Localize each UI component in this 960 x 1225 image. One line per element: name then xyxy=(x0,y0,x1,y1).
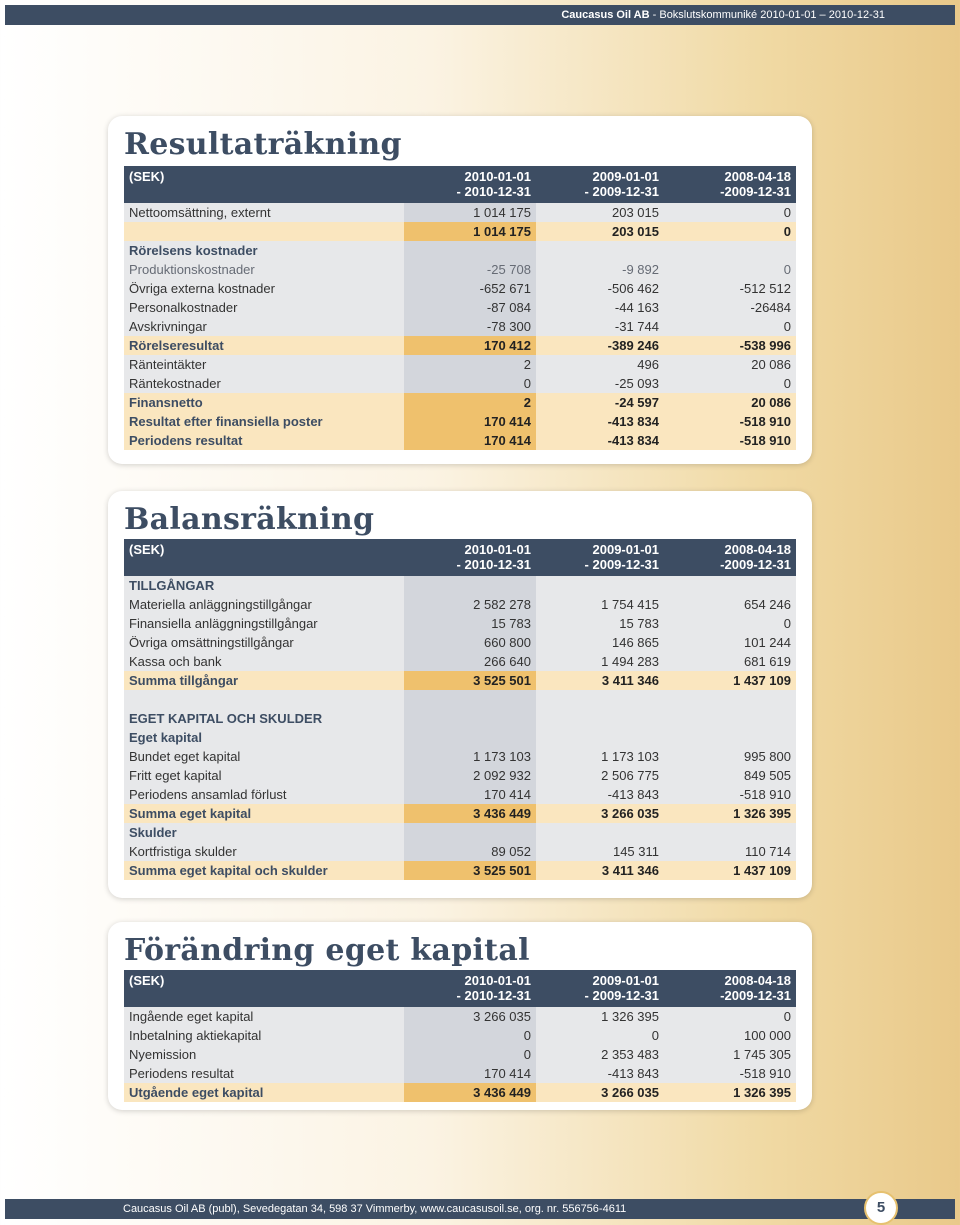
row-label: Kassa och bank xyxy=(124,652,404,671)
table-row xyxy=(124,203,796,222)
table-row-subtotal xyxy=(124,393,796,412)
row-label: Avskrivningar xyxy=(124,317,404,336)
period-header-2009: 2009-01-01 - 2009-12-31 xyxy=(536,539,664,576)
value-2010: 0 xyxy=(404,1045,536,1064)
value-2009: -413 834 xyxy=(536,412,664,431)
value-2009: 15 783 xyxy=(536,614,664,633)
table-row-section xyxy=(124,709,796,728)
value-2009: 3 411 346 xyxy=(536,861,664,880)
row-label: Utgående eget kapital xyxy=(124,1083,404,1102)
table-row xyxy=(124,355,796,374)
value-2009: 496 xyxy=(536,355,664,374)
row-label: Övriga omsättningstillgångar xyxy=(124,633,404,652)
value-2009: 1 754 415 xyxy=(536,595,664,614)
table-row xyxy=(124,595,796,614)
value-2009: -9 892 xyxy=(536,260,664,279)
value-2009: -25 093 xyxy=(536,374,664,393)
table-row xyxy=(124,633,796,652)
row-label: Produktionskostnader xyxy=(124,260,404,279)
value-2010: 0 xyxy=(404,1026,536,1045)
value-2008: 0 xyxy=(664,317,796,336)
balance-sheet-title: Balansräkning xyxy=(124,502,375,537)
value-2009: 1 173 103 xyxy=(536,747,664,766)
table-row xyxy=(124,842,796,861)
equity-changes-title: Förändring eget kapital xyxy=(124,933,530,968)
value-2009: 146 865 xyxy=(536,633,664,652)
table-row xyxy=(124,260,796,279)
footer-text: Caucasus Oil AB (publ), Sevedegatan 34, 598 37 Vimmerby, www.caucasusoil.se, org. nr. 556756-4611 xyxy=(123,1203,627,1215)
value-2010: -87 084 xyxy=(404,298,536,317)
value-2009: 1 326 395 xyxy=(536,1007,664,1026)
value-2008: 20 086 xyxy=(664,355,796,374)
value-2010: 3 525 501 xyxy=(404,671,536,690)
value-2008: -518 910 xyxy=(664,412,796,431)
table-row-section xyxy=(124,241,796,260)
value-2010: 170 414 xyxy=(404,785,536,804)
value-2009: 3 266 035 xyxy=(536,804,664,823)
row-label: Personalkostnader xyxy=(124,298,404,317)
value-2010: 2 092 932 xyxy=(404,766,536,785)
value-2008: 1 437 109 xyxy=(664,671,796,690)
value-2009: 145 311 xyxy=(536,842,664,861)
value-2008: 995 800 xyxy=(664,747,796,766)
table-row-total xyxy=(124,431,796,450)
table-row xyxy=(124,298,796,317)
value-2008: -512 512 xyxy=(664,279,796,298)
value-2008: 0 xyxy=(664,374,796,393)
table-header-row xyxy=(124,166,796,203)
row-label: Resultat efter finansiella poster xyxy=(124,412,404,431)
row-label: Rörelseresultat xyxy=(124,336,404,355)
period-header-2010: 2010-01-01 - 2010-12-31 xyxy=(404,539,536,576)
value-2008: 0 xyxy=(664,1007,796,1026)
value-2008: 100 000 xyxy=(664,1026,796,1045)
row-label: Räntekostnader xyxy=(124,374,404,393)
value-2008: 0 xyxy=(664,614,796,633)
value-2009: -44 163 xyxy=(536,298,664,317)
value-2008: 0 xyxy=(664,203,796,222)
income-statement-title: Resultaträkning xyxy=(124,127,402,162)
income-statement-card xyxy=(108,116,812,464)
row-label: TILLGÅNGAR xyxy=(124,576,404,595)
value-2010: -78 300 xyxy=(404,317,536,336)
table-row xyxy=(124,614,796,633)
period-header-2008: 2008-04-18 -2009-12-31 xyxy=(664,166,796,203)
value-2010: 3 436 449 xyxy=(404,804,536,823)
equity-changes-table xyxy=(124,970,796,1102)
header-subtitle: - Bokslutskommuniké 2010-01-01 – 2010-12-31 xyxy=(649,9,885,21)
row-label: Nyemission xyxy=(124,1045,404,1064)
value-2008: 110 714 xyxy=(664,842,796,861)
row-label: Nettoomsättning, externt xyxy=(124,203,404,222)
table-row-total xyxy=(124,1083,796,1102)
row-label: Periodens ansamlad förlust xyxy=(124,785,404,804)
period-header-2009: 2009-01-01 - 2009-12-31 xyxy=(536,970,664,1007)
table-row xyxy=(124,317,796,336)
value-2008: 20 086 xyxy=(664,393,796,412)
table-row xyxy=(124,766,796,785)
value-2009: 203 015 xyxy=(536,203,664,222)
currency-label: (SEK) xyxy=(124,539,404,576)
table-row xyxy=(124,1007,796,1026)
table-row-spacer xyxy=(124,690,796,709)
table-row-subtotal xyxy=(124,412,796,431)
value-2008: 681 619 xyxy=(664,652,796,671)
value-2008: 101 244 xyxy=(664,633,796,652)
table-row-total xyxy=(124,671,796,690)
equity-changes-card xyxy=(108,922,812,1110)
row-label: Övriga externa kostnader xyxy=(124,279,404,298)
table-row-subtotal xyxy=(124,804,796,823)
balance-sheet-table xyxy=(124,539,796,880)
table-row-section xyxy=(124,823,796,842)
period-header-2010: 2010-01-01 - 2010-12-31 xyxy=(404,970,536,1007)
balance-sheet-card xyxy=(108,491,812,898)
value-2010: 3 525 501 xyxy=(404,861,536,880)
row-label: Ränteintäkter xyxy=(124,355,404,374)
value-2010: 89 052 xyxy=(404,842,536,861)
period-header-2009: 2009-01-01 - 2009-12-31 xyxy=(536,166,664,203)
value-2010: 2 xyxy=(404,355,536,374)
value-2009: -413 843 xyxy=(536,785,664,804)
period-header-2008: 2008-04-18 -2009-12-31 xyxy=(664,539,796,576)
row-label: Kortfristiga skulder xyxy=(124,842,404,861)
row-label: Finansnetto xyxy=(124,393,404,412)
table-row xyxy=(124,652,796,671)
income-statement-table xyxy=(124,166,796,450)
row-label: Periodens resultat xyxy=(124,1064,404,1083)
value-2009: 3 411 346 xyxy=(536,671,664,690)
value-2008: -26484 xyxy=(664,298,796,317)
value-2010: -652 671 xyxy=(404,279,536,298)
value-2010: 170 412 xyxy=(404,336,536,355)
period-header-2008: 2008-04-18 -2009-12-31 xyxy=(664,970,796,1007)
value-2010: 3 436 449 xyxy=(404,1083,536,1102)
value-2010: 170 414 xyxy=(404,1064,536,1083)
table-row-total xyxy=(124,861,796,880)
row-label: EGET KAPITAL OCH SKULDER xyxy=(124,709,404,728)
value-2009: 2 506 775 xyxy=(536,766,664,785)
row-label: Summa eget kapital xyxy=(124,804,404,823)
value-2008: 0 xyxy=(664,260,796,279)
table-row xyxy=(124,1045,796,1064)
row-label: Fritt eget kapital xyxy=(124,766,404,785)
row-label: Periodens resultat xyxy=(124,431,404,450)
value-2008: 1 326 395 xyxy=(664,804,796,823)
table-row xyxy=(124,1064,796,1083)
value-2010: 1 014 175 xyxy=(404,203,536,222)
value-2010: 170 414 xyxy=(404,431,536,450)
table-header-row xyxy=(124,970,796,1007)
currency-label: (SEK) xyxy=(124,166,404,203)
row-label: Summa eget kapital och skulder xyxy=(124,861,404,880)
value-2010: 170 414 xyxy=(404,412,536,431)
table-row-section xyxy=(124,728,796,747)
header-company: Caucasus Oil AB xyxy=(561,9,650,21)
row-label: Ingående eget kapital xyxy=(124,1007,404,1026)
value-2008: -518 910 xyxy=(664,431,796,450)
value-2009: -31 744 xyxy=(536,317,664,336)
value-2009: -24 597 xyxy=(536,393,664,412)
value-2008: 1 326 395 xyxy=(664,1083,796,1102)
value-2010: 0 xyxy=(404,374,536,393)
value-2009: 1 494 283 xyxy=(536,652,664,671)
value-2008: -538 996 xyxy=(664,336,796,355)
value-2008: -518 910 xyxy=(664,785,796,804)
table-row xyxy=(124,279,796,298)
value-2008: -518 910 xyxy=(664,1064,796,1083)
value-2009: 3 266 035 xyxy=(536,1083,664,1102)
value-2008: 654 246 xyxy=(664,595,796,614)
row-label xyxy=(124,222,404,241)
value-2009: -506 462 xyxy=(536,279,664,298)
value-2010: 1 014 175 xyxy=(404,222,536,241)
row-label: Summa tillgångar xyxy=(124,671,404,690)
value-2009: -389 246 xyxy=(536,336,664,355)
value-2010: 2 582 278 xyxy=(404,595,536,614)
value-2009: -413 843 xyxy=(536,1064,664,1083)
value-2010: 15 783 xyxy=(404,614,536,633)
table-row-section xyxy=(124,576,796,595)
row-label: Bundet eget kapital xyxy=(124,747,404,766)
row-label: Materiella anläggningstillgångar xyxy=(124,595,404,614)
value-2008: 849 505 xyxy=(664,766,796,785)
period-header-2010: 2010-01-01 - 2010-12-31 xyxy=(404,166,536,203)
table-row-subtotal xyxy=(124,336,796,355)
table-header-row xyxy=(124,539,796,576)
value-2008: 0 xyxy=(664,222,796,241)
row-label: Inbetalning aktiekapital xyxy=(124,1026,404,1045)
value-2010: 3 266 035 xyxy=(404,1007,536,1026)
value-2010: 660 800 xyxy=(404,633,536,652)
value-2010: 1 173 103 xyxy=(404,747,536,766)
table-row xyxy=(124,785,796,804)
table-row-subtotal xyxy=(124,222,796,241)
row-label: Eget kapital xyxy=(124,728,404,747)
table-row xyxy=(124,747,796,766)
row-label: Rörelsens kostnader xyxy=(124,241,404,260)
value-2010: 266 640 xyxy=(404,652,536,671)
currency-label: (SEK) xyxy=(124,970,404,1007)
value-2009: -413 834 xyxy=(536,431,664,450)
value-2009: 2 353 483 xyxy=(536,1045,664,1064)
value-2008: 1 437 109 xyxy=(664,861,796,880)
value-2009: 0 xyxy=(536,1026,664,1045)
value-2010: 2 xyxy=(404,393,536,412)
row-label: Skulder xyxy=(124,823,404,842)
page-header-bar xyxy=(5,5,955,25)
value-2009: 203 015 xyxy=(536,222,664,241)
page-footer-bar xyxy=(5,1199,955,1219)
value-2008: 1 745 305 xyxy=(664,1045,796,1064)
row-label: Finansiella anläggningstillgångar xyxy=(124,614,404,633)
page-number-badge: 5 xyxy=(864,1191,898,1225)
value-2010: -25 708 xyxy=(404,260,536,279)
table-row xyxy=(124,1026,796,1045)
table-row xyxy=(124,374,796,393)
